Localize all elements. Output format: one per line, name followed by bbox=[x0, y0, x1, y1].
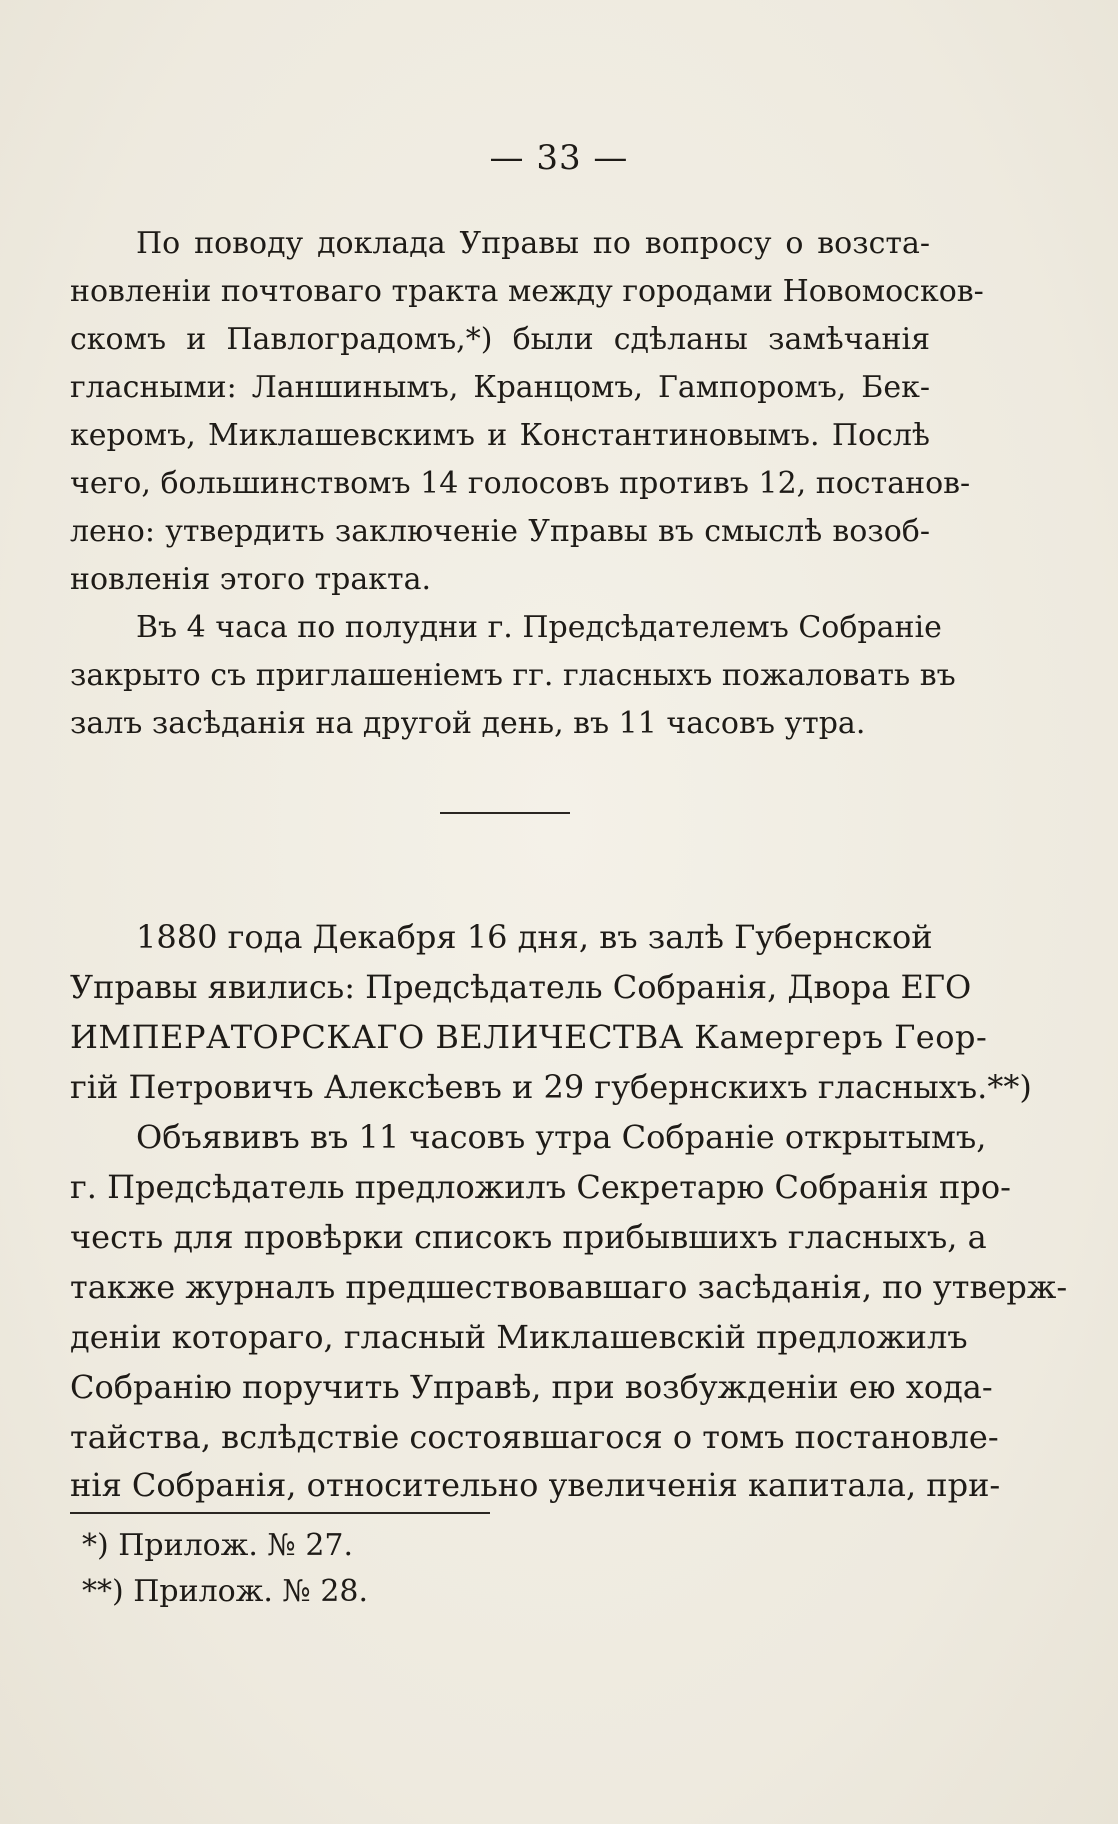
text-line: залъ засѣданія на другой день, въ 11 часовъ утра. bbox=[70, 706, 866, 741]
text-line: честь для провѣрки списокъ прибывшихъ гласныхъ, а bbox=[70, 1218, 987, 1256]
text-line: нія Собранія, относительно увеличенія капитала, при- bbox=[70, 1466, 1001, 1504]
text-line: чего, большинствомъ 14 голосовъ противъ 12, постанов- bbox=[70, 466, 971, 501]
text-line: лено: утвердить заключеніе Управы въ смыслѣ возоб- bbox=[70, 514, 930, 549]
text-line: Объявивъ въ 11 часовъ утра Собраніе открытымъ, bbox=[136, 1118, 987, 1156]
text-line: гласными: Ланшинымъ, Кранцомъ, Гампоромъ, Бек- bbox=[70, 370, 930, 405]
text-line: тайства, вслѣдствіе состоявшагося о томъ постановле- bbox=[70, 1418, 999, 1456]
footnote-divider bbox=[70, 1512, 490, 1514]
page-number: — 33 — bbox=[489, 138, 629, 178]
text-line: новленія этого тракта. bbox=[70, 562, 432, 597]
text-line: закрыто съ приглашеніемъ гг. гласныхъ пожаловать въ bbox=[70, 658, 956, 693]
text-line: керомъ, Миклашевскимъ и Константиновымъ. Послѣ bbox=[70, 418, 930, 453]
text-line: Въ 4 часа по полудни г. Предсѣдателемъ Собраніе bbox=[136, 610, 942, 645]
text-line: скомъ и Павлоградомъ,*) были сдѣланы замѣчанія bbox=[70, 322, 930, 357]
text-line: также журналъ предшествовавшаго засѣданія, по утверж- bbox=[70, 1268, 1068, 1306]
section-divider bbox=[440, 812, 570, 814]
text-line: г. Предсѣдатель предложилъ Секретарю Собранія про- bbox=[70, 1168, 1011, 1206]
text-line: Собранію поручить Управѣ, при возбужденіи ею хода- bbox=[70, 1368, 993, 1406]
text-line: новленіи почтоваго тракта между городами Новомосков- bbox=[70, 274, 984, 309]
text-line: По поводу доклада Управы по вопросу о возста- bbox=[136, 226, 930, 261]
text-line: ИМПЕРАТОРСКАГО ВЕЛИЧЕСТВА Камергеръ Геор- bbox=[70, 1018, 988, 1056]
text-line: гій Петровичъ Алексѣевъ и 29 губернскихъ гласныхъ.**) bbox=[70, 1068, 1032, 1106]
footnote: *) Прилож. № 27. bbox=[82, 1528, 354, 1563]
footnote: **) Прилож. № 28. bbox=[82, 1574, 369, 1609]
text-line: 1880 года Декабря 16 дня, въ залѣ Губернской bbox=[136, 918, 933, 956]
text-line: Управы явились: Предсѣдатель Собранія, Двора ЕГО bbox=[70, 968, 972, 1006]
text-line: деніи котораго, гласный Миклашевскій предложилъ bbox=[70, 1318, 968, 1356]
